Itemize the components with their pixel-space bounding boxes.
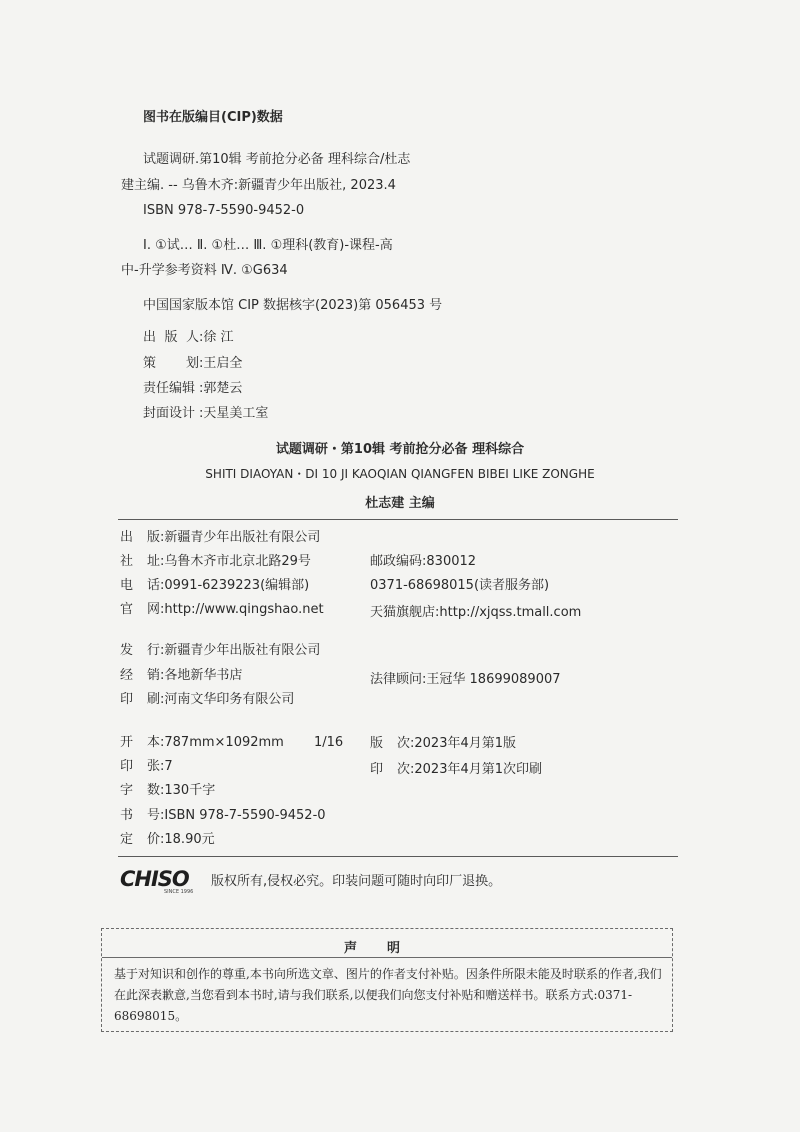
field-label: 社 址 bbox=[120, 554, 160, 569]
field-value: 新疆青少年出版社有限公司 bbox=[164, 643, 321, 658]
declaration-title: 声明 bbox=[343, 941, 430, 956]
divider bbox=[118, 856, 678, 857]
staff-label: 责任编辑 bbox=[143, 381, 196, 396]
field-label: 经 销 bbox=[120, 668, 160, 683]
tmall-row: 天猫旗舰店:http://xjqss.tmall.com bbox=[370, 605, 582, 620]
staff-label: 封面设计 bbox=[143, 406, 196, 421]
printing-row: 印 次:2023年4月第1次印刷 bbox=[370, 762, 543, 777]
field-label: 印 刷 bbox=[120, 692, 160, 707]
staff-label: 出版人 bbox=[143, 330, 199, 345]
staff-editor: 责任编辑 :郭楚云 bbox=[143, 381, 243, 396]
field-value: 18.90元 bbox=[164, 832, 215, 847]
book-editor: 杜志建 主编 bbox=[365, 496, 435, 511]
declaration-body: 基于对知识和创作的尊重,本书向所选文章、图片的作者支付补贴。因条件所限未能及时联系的作者,我们在此深表歉意,当您看到本书时,请与我们联系,以便我们向您支付补贴和赠送样书。联系方式:0371-68698015。 bbox=[114, 967, 662, 1023]
field-label: 官 网 bbox=[120, 602, 160, 617]
publisher-row: 出 版:新疆青少年出版社有限公司 bbox=[120, 530, 321, 545]
field-value: 7 bbox=[164, 759, 173, 774]
field-label: 天猫旗舰店 bbox=[370, 605, 436, 620]
copyright-notice: 版权所有,侵权必究。印装问题可随时向印厂退换。 bbox=[211, 874, 502, 889]
field-label: 书 号 bbox=[120, 808, 160, 823]
logo-text: CHISO bbox=[120, 867, 189, 891]
staff-value: 郭楚云 bbox=[203, 381, 243, 396]
website-row: 官 网:http://www.qingshao.net bbox=[120, 602, 324, 617]
phone-row: 电 话:0991-6239223(编辑部) bbox=[120, 578, 310, 593]
legal-row: 法律顾问:王冠华 18699089007 bbox=[370, 672, 561, 687]
field-label: 发 行 bbox=[120, 643, 160, 658]
field-label: 定 价 bbox=[120, 832, 160, 847]
book-title: 试题调研・第10辑 考前抢分必备 理科综合 bbox=[275, 442, 525, 457]
field-label: 版 次 bbox=[370, 736, 410, 751]
staff-publisher-person: 出版人:徐 江 bbox=[143, 330, 234, 345]
book-pinyin-title: SHITI DIAOYAN・DI 10 JI KAOQIAN QIANGFEN BIBEI LIKE ZONGHE bbox=[205, 467, 595, 481]
staff-value: 天星美工室 bbox=[203, 406, 269, 421]
isbn-row: 书 号:ISBN 978-7-5590-9452-0 bbox=[120, 808, 326, 823]
field-value: 0991-6239223(编辑部) bbox=[164, 578, 310, 593]
postcode-row: 邮政编码:830012 bbox=[370, 554, 477, 569]
cip-subject-line2: 中-升学参考资料 Ⅳ. ①G634 bbox=[121, 263, 288, 278]
printer-row: 印 刷:河南文华印务有限公司 bbox=[120, 692, 295, 707]
field-value: 各地新华书店 bbox=[164, 668, 243, 683]
divider bbox=[102, 957, 672, 958]
declaration-box bbox=[101, 928, 673, 1032]
cip-entry-line2: 建主编. -- 乌鲁木齐:新疆青少年出版社, 2023.4 bbox=[121, 178, 396, 193]
staff-value: 王启全 bbox=[203, 356, 243, 371]
cip-entry-line1: 试题调研.第10辑 考前抢分必备 理科综合/杜志 bbox=[143, 152, 411, 167]
website-link[interactable]: http://www.qingshao.net bbox=[164, 602, 324, 617]
address-row: 社 址:乌鲁木齐市北京北路29号 bbox=[120, 554, 311, 569]
cip-subject-line1: Ⅰ. ①试… Ⅱ. ①杜… Ⅲ. ①理科(教育)-课程-高 bbox=[143, 238, 393, 253]
chiso-logo bbox=[120, 868, 208, 896]
cip-heading: 图书在版编目(CIP)数据 bbox=[143, 110, 283, 125]
field-value: 乌鲁木齐市北京北路29号 bbox=[164, 554, 311, 569]
field-label: 字 数 bbox=[120, 783, 160, 798]
logo-subtitle: SINCE 1996 bbox=[164, 889, 194, 895]
staff-cover-design: 封面设计 :天星美工室 bbox=[143, 406, 269, 421]
distributor-row: 发 行:新疆青少年出版社有限公司 bbox=[120, 643, 321, 658]
cip-isbn: ISBN 978-7-5590-9452-0 bbox=[143, 203, 305, 218]
price-row: 定 价:18.90元 bbox=[120, 832, 215, 847]
field-value: 130千字 bbox=[164, 783, 216, 798]
field-label: 出 版 bbox=[120, 530, 160, 545]
field-value: 新疆青少年出版社有限公司 bbox=[164, 530, 321, 545]
field-value: 河南文华印务有限公司 bbox=[164, 692, 295, 707]
field-value: 2023年4月第1版 bbox=[414, 736, 517, 751]
format-row: 开 本:787mm×1092mm bbox=[120, 735, 284, 750]
field-label: 邮政编码 bbox=[370, 554, 423, 569]
words-row: 字 数:130千字 bbox=[120, 783, 216, 798]
field-label: 法律顾问 bbox=[370, 672, 423, 687]
field-value: 王冠华 18699089007 bbox=[426, 672, 561, 687]
edition-row: 版 次:2023年4月第1版 bbox=[370, 736, 517, 751]
field-label: 印 次 bbox=[370, 762, 410, 777]
field-label: 开 本 bbox=[120, 735, 160, 750]
staff-value: 徐 江 bbox=[203, 330, 234, 345]
staff-planner: 策 划:王启全 bbox=[143, 356, 243, 371]
field-value: ISBN 978-7-5590-9452-0 bbox=[164, 808, 326, 823]
seller-row: 经 销:各地新华书店 bbox=[120, 668, 243, 683]
staff-label: 策 划 bbox=[143, 356, 199, 371]
field-value: 830012 bbox=[426, 554, 477, 569]
sheets-row: 印 张:7 bbox=[120, 759, 173, 774]
field-value: 787mm×1092mm bbox=[164, 735, 284, 750]
divider bbox=[118, 519, 678, 520]
field-label: 电 话 bbox=[120, 578, 160, 593]
field-value: 2023年4月第1次印刷 bbox=[414, 762, 543, 777]
cip-record-number: 中国国家版本馆 CIP 数据核字(2023)第 056453 号 bbox=[143, 298, 443, 313]
field-label: 印 张 bbox=[120, 759, 160, 774]
tmall-link[interactable]: http://xjqss.tmall.com bbox=[439, 605, 582, 620]
format-fraction: 1/16 bbox=[314, 735, 344, 750]
reader-service-phone: 0371-68698015(读者服务部) bbox=[370, 578, 550, 593]
